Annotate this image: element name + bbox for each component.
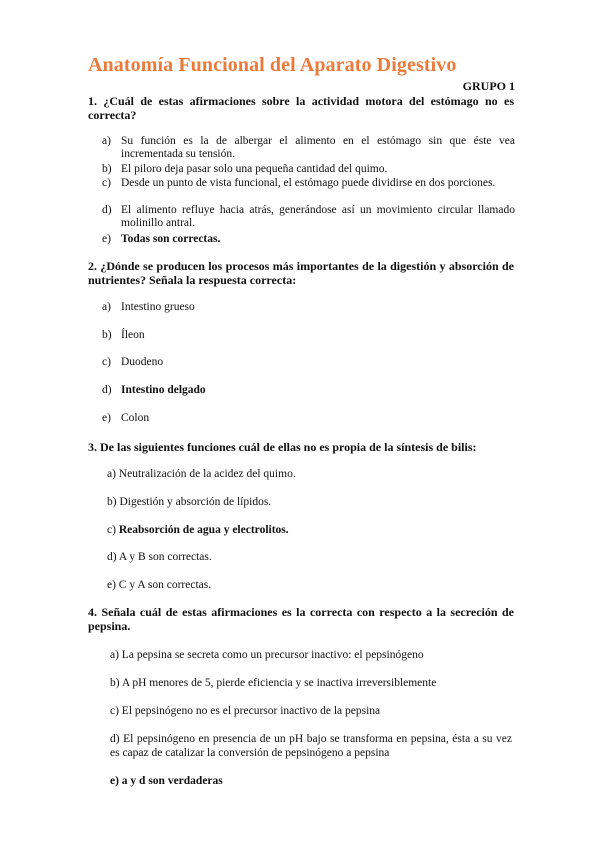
group-label: GRUPO 1 <box>462 79 515 93</box>
q3-option-d: d) A y B son correctas. <box>107 551 212 563</box>
q3-option-c <box>107 523 289 537</box>
option-text: Colon <box>121 412 150 424</box>
q1-option-d <box>102 204 522 230</box>
q2-option-e <box>102 412 522 425</box>
option-label: a) <box>102 301 111 313</box>
option-text: El piloro deja pasar solo una pequeña cantidad del quimo. <box>121 163 388 175</box>
option-label: c) <box>102 177 111 189</box>
q4-option-e-correct: e) a y d son verdaderas <box>110 775 223 787</box>
option-label: e) <box>102 412 111 424</box>
question-2: 2. ¿Dónde se producen los procesos más importantes de la digestión y absorción de nutrientes? Señala la respuesta correcta: <box>88 259 514 287</box>
q1-option-e <box>102 233 522 246</box>
q3-option-a: a) Neutralización de la acidez del quimo. <box>107 468 296 480</box>
q4-option-d: d) El pepsinógeno en presencia de un pH bajo se transforma en pepsina, ésta a su vez es capaz de catalizar la conversión de pepsinógeno a pepsina <box>110 733 512 759</box>
option-text: Su función es la de albergar el alimento en el estómago sin que éste vea incrementada su tensión. <box>121 135 515 160</box>
question-1: 1. ¿Cuál de estas afirmaciones sobre la actividad motora del estómago no es correcta? <box>88 94 514 122</box>
option-text: Duodeno <box>121 356 164 368</box>
q4-option-a: a) La pepsina se secreta como un precursor inactivo: el pepsinógeno <box>110 649 424 661</box>
option-label: a) <box>102 135 111 147</box>
q2-option-b <box>102 329 522 342</box>
question-3: 3. De las siguientes funciones cuál de ellas no es propia de la síntesis de bilis: <box>88 440 477 454</box>
q3-option-b: b) Digestión y absorción de lípidos. <box>107 496 272 508</box>
q1-option-c <box>102 177 522 203</box>
option-label: b) <box>102 163 112 175</box>
option-text-correct: Reabsorción de agua y electrolitos. <box>118 524 289 536</box>
q1-option-b <box>102 163 522 176</box>
option-text-correct: Intestino delgado <box>121 384 206 396</box>
q1-option-a <box>102 135 522 161</box>
option-label: b) <box>102 329 112 341</box>
q2-option-a <box>102 301 522 314</box>
option-text: Intestino grueso <box>121 301 195 313</box>
option-text: El alimento refluye hacia atrás, generándose así un movimiento circular llamado molinillo antral. <box>121 204 515 229</box>
option-label: d) <box>102 384 112 396</box>
option-label: e) <box>102 233 111 245</box>
q2-option-d <box>102 384 522 397</box>
document-title: Anatomía Funcional del Aparato Digestivo <box>88 54 457 76</box>
question-4: 4. Señala cuál de estas afirmaciones es la correcta con respecto a la secreción de pepsina. <box>88 605 514 633</box>
option-text: Desde un punto de vista funcional, el estómago puede dividirse en dos porciones. <box>121 177 496 189</box>
q3-option-e: e) C y A son correctas. <box>107 579 212 591</box>
option-label: d) <box>102 204 112 216</box>
option-label: c) <box>107 524 116 536</box>
option-text-correct: Todas son correctas. <box>121 233 221 245</box>
q4-option-b: b) A pH menores de 5, pierde eficiencia y se inactiva irreversiblemente <box>110 677 437 689</box>
option-text: Íleon <box>121 329 145 341</box>
q4-option-c: c) El pepsinógeno no es el precursor inactivo de la pepsina <box>110 705 381 717</box>
option-label: c) <box>102 356 111 368</box>
q2-option-c <box>102 356 522 369</box>
